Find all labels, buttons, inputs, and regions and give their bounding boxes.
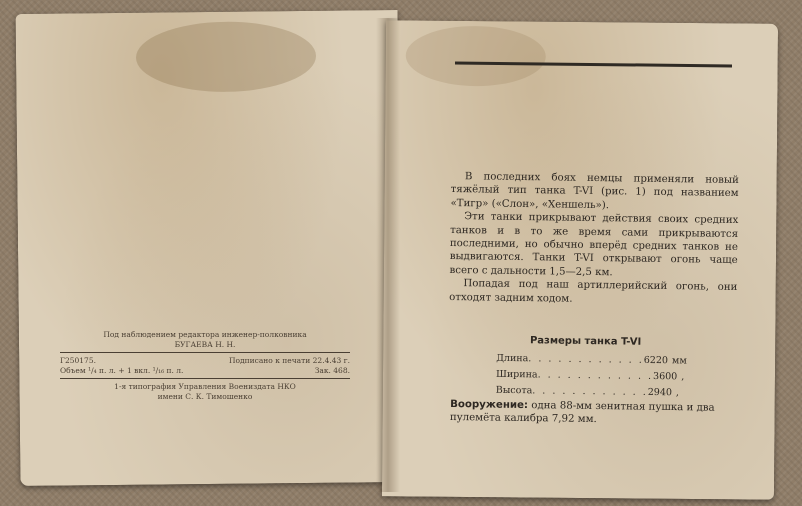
order-number: Г250175. (60, 356, 96, 365)
paragraph: Попадая под наш артиллерийский огонь, они отходят задним ходом. (449, 278, 738, 305)
imprint-block (60, 330, 350, 402)
signed-date: Подписано к печати 22.4.43 г. (228, 356, 350, 365)
printer-line-1: 1-я типография Управления Воениздата НКО (114, 382, 296, 391)
editor-line: Под наблюдением редактора инженер-полковника (103, 330, 307, 339)
armament-description: одна 88-мм зенитная пушка и два пулемёта калибра 7,92 мм. (449, 400, 715, 426)
book-gutter (376, 18, 400, 492)
body-text (449, 170, 739, 308)
dimension-value: 6220 (643, 354, 669, 367)
left-page (16, 10, 403, 486)
imprint-row-2 (60, 366, 350, 376)
dimension-name: Высота (495, 384, 533, 397)
dimension-unit: , (675, 387, 680, 399)
dimensions-title: Размеры танка T-VI (529, 335, 642, 348)
dimension-value: 3600 (652, 371, 678, 383)
printer-line-2: имени С. К. Тимошенко (157, 392, 253, 401)
dimension-name: Ширина (495, 368, 538, 381)
paragraph: В последних боях немцы применяли новый тяжёлый тип танка T-VI (рис. 1) под названием «Тигр» («Слон», «Хеншель»). (450, 171, 739, 212)
paragraph: Эти танки прикрывают действия своих средних танков и в то же время сами прикрываются последними, но обычно вперёд средних танков не выдвигаются. Танки T-VI открывают огонь чаще всего с дальности 1,5—2,5 км. (449, 211, 739, 279)
volume: Объем ¹/₄ п. л. + 1 вкл. ¹/₁₆ п. л. (60, 366, 184, 375)
editor-name: БУГАЕВА Н. Н. (174, 340, 236, 349)
armament-label: Вооружение: (450, 398, 529, 412)
dot-leader: . . . . . . . . . . . . (532, 385, 648, 398)
dimension-unit: мм (671, 355, 687, 367)
dot-leader: . . . . . . . . . . . . (528, 353, 644, 366)
imprint-row-1 (60, 356, 350, 366)
order: Зак. 468. (314, 366, 350, 375)
imprint-rule (60, 352, 350, 353)
armament-text (450, 398, 740, 429)
dot-leader: . . . . . . . . . . . . (537, 369, 654, 383)
dimensions-table (495, 351, 687, 401)
dimension-name: Длина (496, 352, 529, 365)
dimension-unit: , (681, 371, 685, 383)
imprint-rule-2 (60, 378, 350, 379)
dimension-value: 2940 (647, 386, 673, 399)
